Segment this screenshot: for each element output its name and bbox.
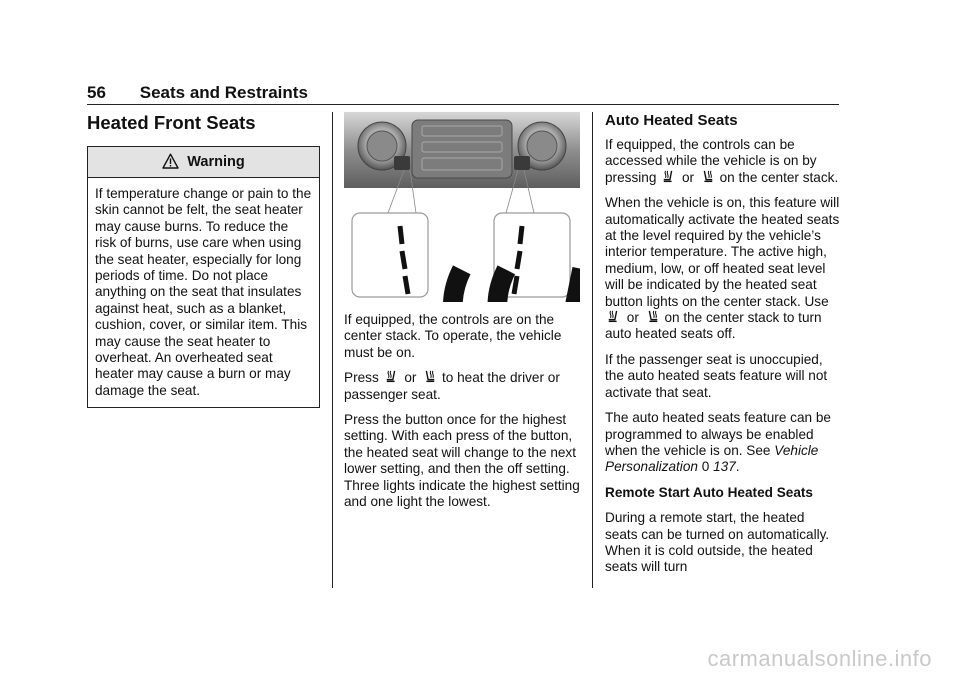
column-auto-heated-seats <box>605 112 840 585</box>
paragraph: Press the button once for the highest setting. With each press of the button, the heated seat will change to the next lower setting, and then the off setting. Three lights indicate the highest setting and one light the lowest. <box>344 412 580 510</box>
warning-header <box>88 147 319 178</box>
warning-box <box>87 146 320 408</box>
section-title: Heated Front Seats <box>87 112 256 133</box>
column-divider <box>332 112 333 588</box>
watermark: carmanualsonline.info <box>707 646 932 671</box>
text: on the center stack to turn auto heated seats off. <box>605 310 822 342</box>
section-heading: Auto Heated Seats <box>605 112 738 129</box>
text: . <box>735 459 740 475</box>
paragraph <box>605 195 840 343</box>
warning-title: Warning <box>187 154 245 170</box>
paragraph: During a remote start, the heated seats can be turned on automatically. When it is cold outside, the heated seats will turn <box>605 510 830 575</box>
text: When the vehicle is on, this feature will automatically activate the heated seats at the level required by the vehicle’s interior temperature. The active high, medium, low, or off heated seat level will be indicated by the heated seat button lights on the center stack. Use <box>605 195 840 309</box>
heated-seat-passenger-icon <box>700 170 714 184</box>
heated-seat-driver-icon <box>662 170 676 184</box>
text: on the center stack. <box>719 169 839 185</box>
chapter-title: Seats and Restraints <box>139 83 308 102</box>
paragraph <box>605 137 840 186</box>
heated-seat-passenger-icon <box>422 370 436 384</box>
text: or <box>404 370 417 386</box>
page-header <box>87 82 839 105</box>
text: The auto heated seats feature can be programmed to always be enabled when the vehicle is on. See <box>605 410 831 458</box>
column-heated-front-seats <box>87 112 320 408</box>
paragraph: If the passenger seat is unoccupied, the auto heated seats feature will not activate that seat. <box>605 351 828 400</box>
subheading: Remote Start Auto Heated Seats <box>605 484 813 500</box>
cross-reference-link[interactable]: Vehicle Personalization <box>605 442 819 475</box>
paragraph: If equipped, the controls are on the center stack. To operate, the vehicle must be on. <box>344 312 562 360</box>
text: or <box>626 310 639 326</box>
page-ref-symbol: 0 <box>701 459 710 475</box>
column-controls <box>344 112 580 519</box>
text: or <box>681 169 695 185</box>
warning-text: If temperature change or pain to the skin cannot be felt, the seat heater may cause burns. To reduce the risk of burns, use care when using the seat heater, especially for long periods of time. Do not place anything on the seat that insulates against heat, such as a blanket, cushion, cover, or similar item. This may cause the seat heater to overheat. An overheated seat heater may cause a burn or may damage the seat. <box>95 186 312 398</box>
center-stack-illustration <box>344 112 580 302</box>
heated-seat-driver-icon <box>385 370 399 384</box>
warning-triangle-icon <box>162 153 179 169</box>
heated-seat-passenger-icon <box>645 310 659 324</box>
heated-seat-driver-icon <box>607 310 621 324</box>
column-divider <box>592 112 593 588</box>
paragraph <box>605 410 840 476</box>
text: to heat the driver or passenger seat. <box>344 370 560 402</box>
text: Press <box>344 370 379 386</box>
page-number: 56 <box>87 83 106 102</box>
text: If equipped, the controls can be accessed while the vehicle is on by pressing <box>605 137 817 185</box>
paragraph <box>344 370 580 403</box>
cross-reference-page[interactable]: 137 <box>713 459 736 475</box>
